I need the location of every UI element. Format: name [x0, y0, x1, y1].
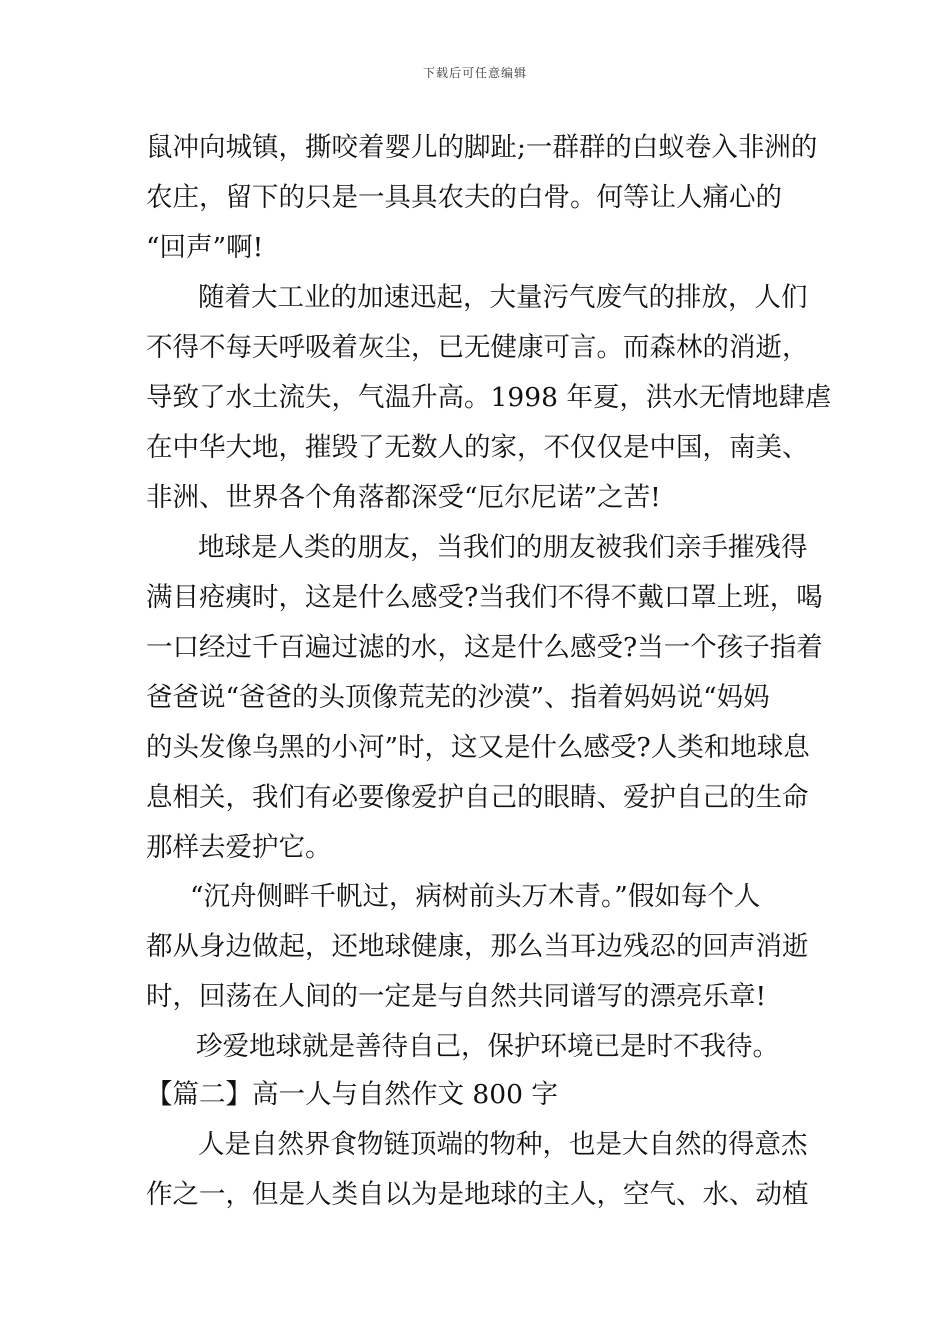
- text-line: 不得不每天呼吸着灰尘，已无健康可言。而森林的消逝，: [146, 332, 809, 363]
- text-line: 息相关，我们有必要像爱护自己的眼睛、爱护自己的生命: [146, 782, 809, 813]
- paragraph-start-line: 地球是人类的朋友，当我们的朋友被我们亲手摧残得: [198, 532, 808, 563]
- text-line: 都从身边做起，还地球健康，那么当耳边残忍的回声消逝: [146, 931, 809, 962]
- paragraph-start-line: 珍爱地球就是善待自己，保护环境已是时不我待。: [196, 1031, 779, 1062]
- text-line: 农庄，留下的只是一具具农夫的白骨。何等让人痛心的: [146, 182, 782, 213]
- text-line: 鼠冲向城镇，撕咬着婴儿的脚趾;一群群的白蚁卷入非洲的: [146, 132, 818, 163]
- text-line: 满目疮痍时，这是什么感受?当我们不得不戴口罩上班，喝: [146, 582, 823, 613]
- text-line: 的头发像乌黑的小河”时，这又是什么感受?人类和地球息: [146, 732, 810, 763]
- text-line: 导致了水土流失，气温升高。1998 年夏，洪水无情地肆虐: [146, 382, 832, 413]
- text-line: 非洲、世界各个角落都深受“厄尔尼诺”之苦!: [146, 482, 661, 513]
- paragraph-start-line: 随着大工业的加速迅起，大量污气废气的排放，人们: [198, 282, 808, 313]
- text-line: 时，回荡在人间的一定是与自然共同谱写的漂亮乐章!: [146, 981, 767, 1012]
- section-heading: 【篇二】高一人与自然作文 800 字: [146, 1079, 558, 1110]
- text-line: “回声”啊!: [146, 232, 264, 263]
- text-line: 爸爸说“爸爸的头顶像荒芜的沙漠”、指着妈妈说“妈妈: [146, 682, 770, 713]
- paragraph-start-line: 人是自然界食物链顶端的物种，也是大自然的得意杰: [198, 1129, 808, 1160]
- text-line: 在中华大地，摧毁了无数人的家，不仅仅是中国，南美、: [146, 432, 809, 463]
- text-line: 那样去爱护它。: [146, 832, 332, 863]
- page-header: 下载后可任意编辑: [422, 66, 527, 80]
- paragraph-start-line: “沉舟侧畔千帆过，病树前头万木青。”假如每个人: [190, 881, 761, 912]
- text-line: 一口经过千百遍过滤的水，这是什么感受?当一个孩子指着: [146, 632, 823, 663]
- text-line: 作之一，但是人类自以为是地球的主人，空气、水、动植: [146, 1179, 809, 1210]
